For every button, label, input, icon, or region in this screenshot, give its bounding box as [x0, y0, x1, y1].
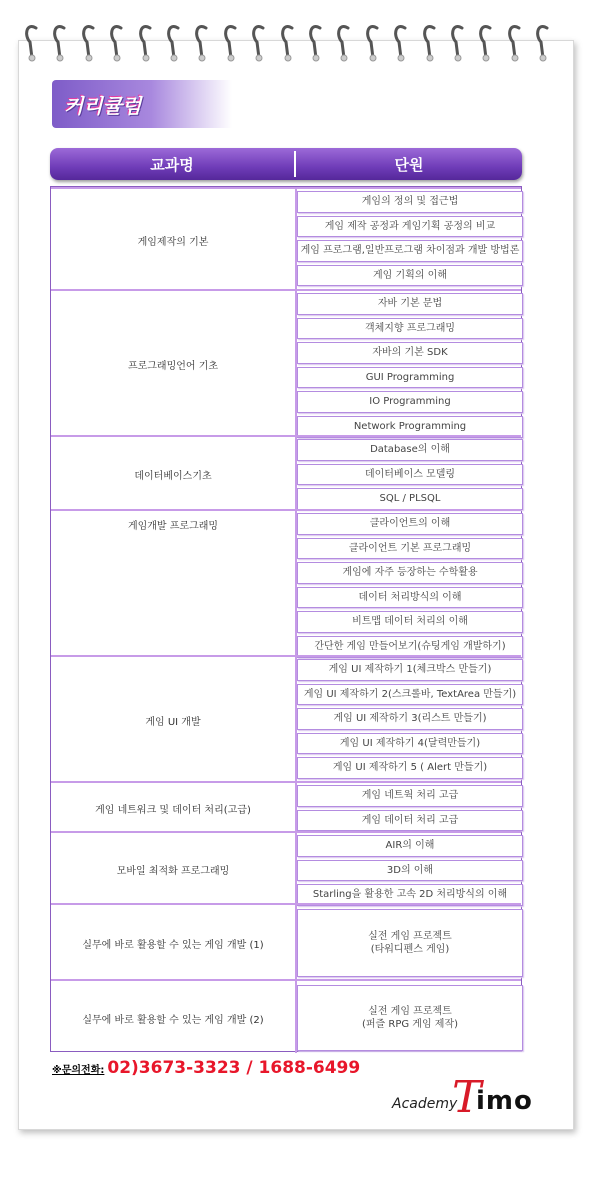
- unit-item: 게임의 정의 및 접근법: [297, 191, 523, 213]
- course-name: 실무에 바로 활용할 수 있는 게임 개발 (2): [82, 1014, 264, 1026]
- course-group: [51, 903, 521, 979]
- spiral-ring: [278, 18, 298, 64]
- spiral-ring: [306, 18, 326, 64]
- unit-item: 비트맵 데이터 처리의 이해: [297, 611, 523, 633]
- course-name: 게임 UI 개발: [145, 716, 201, 728]
- curriculum-title: 커리큘럼: [64, 94, 142, 118]
- unit-item: 게임 UI 제작하기 5 ( Alert 만들기): [297, 757, 523, 779]
- course-name: 프로그래밍언어 기초: [127, 360, 219, 372]
- course-group: [51, 435, 521, 509]
- unit-item: 데이터베이스 모델링: [297, 464, 523, 486]
- spiral-ring: [22, 18, 42, 64]
- unit-item: Starling을 활용한 고속 2D 처리방식의 이해: [297, 884, 523, 906]
- unit-item: 게임 UI 제작하기 4(달력만들기): [297, 733, 523, 755]
- spiral-ring: [249, 18, 269, 64]
- unit-item: 실전 게임 프로젝트 (퍼즐 RPG 게임 제작): [297, 985, 523, 1051]
- unit-item: 게임 기획의 이해: [297, 265, 523, 287]
- unit-item: 게임에 자주 등장하는 수학활용: [297, 562, 523, 584]
- unit-item: 3D의 이해: [297, 860, 523, 882]
- course-group: [51, 979, 521, 1053]
- unit-item: 실전 게임 프로젝트 (타워디펜스 게임): [297, 909, 523, 977]
- logo-initial: T: [452, 1072, 482, 1123]
- spiral-ring: [50, 18, 70, 64]
- contact-label: ※문의전화:: [52, 1065, 105, 1076]
- spiral-ring: [533, 18, 553, 64]
- spiral-ring: [192, 18, 212, 64]
- course-name: 게임개발 프로그래밍: [127, 521, 219, 532]
- spiral-ring: [334, 18, 354, 64]
- table-header: [50, 148, 522, 180]
- unit-item: AIR의 이해: [297, 835, 523, 857]
- academy-logo: [392, 1072, 552, 1126]
- unit-item: 자바의 기본 SDK: [297, 342, 523, 364]
- unit-item: 클라이언트 기본 프로그래밍: [297, 538, 523, 560]
- spiral-binding: [22, 18, 570, 68]
- course-name: 모바일 최적화 프로그래밍: [116, 865, 230, 877]
- unit-item: 자바 기본 문법: [297, 293, 523, 315]
- unit-item: GUI Programming: [297, 367, 523, 389]
- course-group: [51, 509, 521, 655]
- course-name: 게임제작의 기본: [137, 236, 209, 248]
- contact-numbers[interactable]: 02)3673-3323 / 1688-6499: [107, 1058, 361, 1078]
- unit-item: 게임 데이터 처리 고급: [297, 810, 523, 832]
- course-group: [51, 781, 521, 831]
- contact-line: [52, 1058, 360, 1078]
- unit-item: 게임 UI 제작하기 2(스크롤바, TextArea 만들기): [297, 684, 523, 706]
- unit-item: 객체지향 프로그래밍: [297, 318, 523, 340]
- spiral-ring: [391, 18, 411, 64]
- logo-prefix: Academy: [392, 1096, 458, 1112]
- course-name: 데이터베이스기초: [134, 470, 212, 482]
- spiral-ring: [363, 18, 383, 64]
- unit-item: 게임 프로그램,일반프로그램 차이점과 개발 방법론: [297, 240, 523, 262]
- unit-item: 게임 UI 제작하기 1(체크박스 만들기): [297, 659, 523, 681]
- unit-item: 게임 제작 공정과 게임기획 공정의 비교: [297, 216, 523, 238]
- unit-item: 클라이언트의 이해: [297, 513, 523, 535]
- unit-item: IO Programming: [297, 391, 523, 413]
- spiral-ring: [164, 18, 184, 64]
- curriculum-title-badge: [52, 80, 232, 128]
- unit-item: 게임 UI 제작하기 3(리스트 만들기): [297, 708, 523, 730]
- unit-item: SQL / PLSQL: [297, 488, 523, 510]
- course-group: [51, 655, 521, 781]
- header-unit: 단원: [394, 155, 424, 174]
- unit-item: Network Programming: [297, 416, 523, 438]
- spiral-ring: [136, 18, 156, 64]
- logo-rest: imo: [476, 1086, 533, 1116]
- course-group: [51, 187, 521, 289]
- spiral-ring: [420, 18, 440, 64]
- spiral-ring: [448, 18, 468, 64]
- curriculum-table: [50, 186, 522, 1052]
- spiral-ring: [476, 18, 496, 64]
- unit-item: Database의 이해: [297, 439, 523, 461]
- course-group: [51, 831, 521, 903]
- spiral-ring: [79, 18, 99, 64]
- unit-item: 게임 네트웍 처리 고급: [297, 785, 523, 807]
- unit-item: 데이터 처리방식의 이해: [297, 587, 523, 609]
- unit-item: 간단한 게임 만들어보기(슈팅게임 개발하기): [297, 636, 523, 658]
- spiral-ring: [221, 18, 241, 64]
- course-name: 게임 네트워크 및 데이터 처리(고급): [95, 804, 251, 816]
- spiral-ring: [505, 18, 525, 64]
- header-course: 교과명: [150, 155, 194, 174]
- course-name: 실무에 바로 활용할 수 있는 게임 개발 (1): [82, 939, 264, 951]
- course-group: [51, 289, 521, 435]
- spiral-ring: [107, 18, 127, 64]
